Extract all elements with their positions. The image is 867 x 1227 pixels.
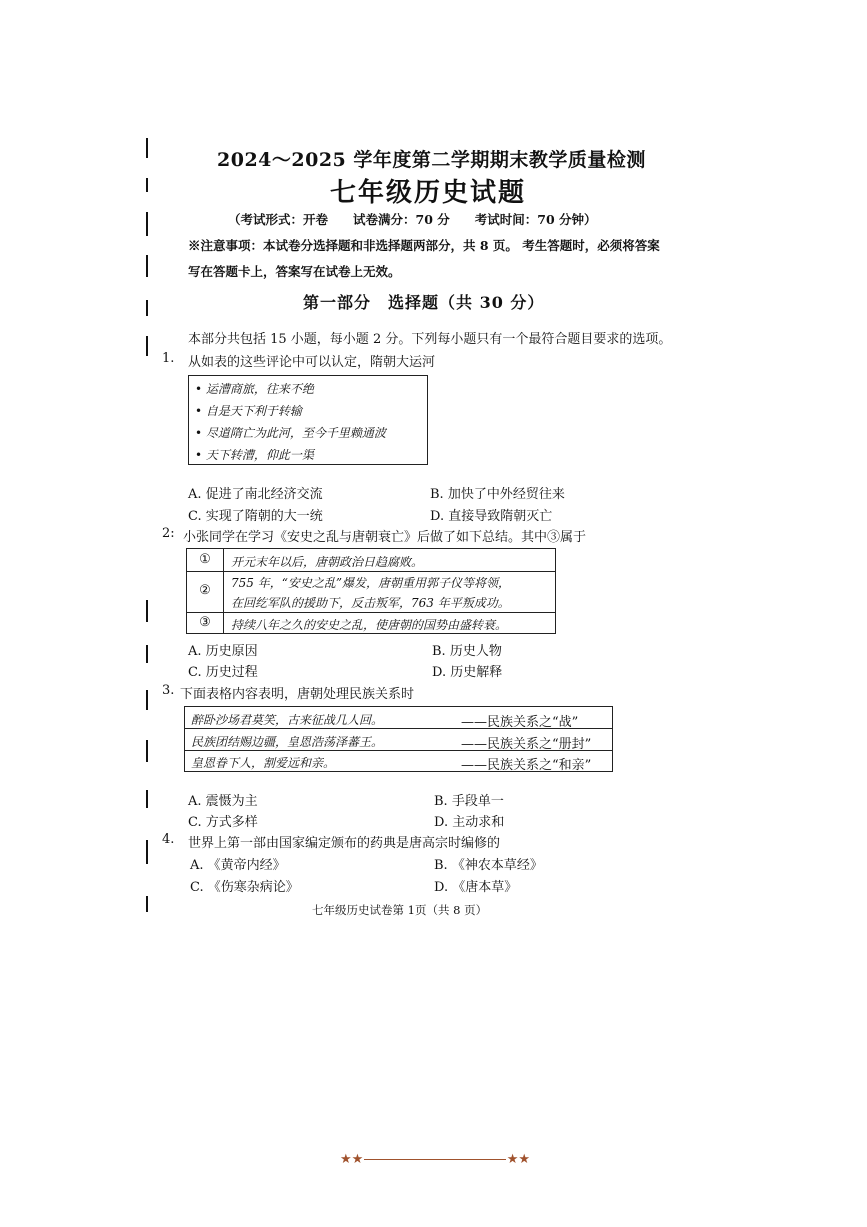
question-stem: 下面表格内容表明，唐朝处理民族关系时 <box>180 687 415 702</box>
option-b: B. 加快了中外经贸往来 <box>430 487 565 502</box>
star-icon: ★★ <box>340 1152 364 1167</box>
table-cell: 755 年，“安史之乱”爆发，唐朝重用郭子仪等将领， <box>231 576 510 590</box>
binding-mark <box>146 840 148 864</box>
binding-mark <box>146 178 148 192</box>
binding-mark <box>146 300 148 316</box>
binding-mark <box>146 600 148 622</box>
section-intro: 本部分共包括 15 小题，每小题 2 分。下列每小题只有一个最符合题目要求的选项。 <box>188 332 672 347</box>
divider-line <box>364 1159 506 1160</box>
binding-mark <box>146 740 148 762</box>
question-number: 2: <box>162 526 175 541</box>
decorative-divider <box>340 1152 530 1168</box>
table-cell: ——民族关系之“战” <box>461 715 579 730</box>
quote-line: • 天下转漕，仰此一渠 <box>195 448 314 462</box>
binding-mark <box>146 212 148 236</box>
notice-line: 写在答题卡上，答案写在试卷上无效。 <box>188 264 401 279</box>
exam-info: （考试形式：开卷 试卷满分：70 分 考试时间：70 分钟） <box>228 212 597 227</box>
option-b: B. 历史人物 <box>432 644 502 659</box>
table-cell: ——民族关系之“和亲” <box>461 758 592 773</box>
row-number: ③ <box>199 615 211 630</box>
question-stem: 世界上第一部由国家编定颁布的药典是唐高宗时编修的 <box>188 836 501 851</box>
binding-mark <box>146 790 148 808</box>
star-icon: ★★ <box>506 1152 530 1167</box>
question-number: 3. <box>162 683 175 698</box>
row-number: ① <box>199 552 211 567</box>
notice-line: ※注意事项：本试卷分选择题和非选择题两部分，共 8 页。 考生答题时，必须将答案 <box>188 238 660 253</box>
option-c: C. 《伤寒杂病论》 <box>190 880 299 895</box>
binding-mark <box>146 336 148 356</box>
summary-table <box>186 548 556 634</box>
relations-table <box>184 706 613 772</box>
option-d: D. 《唐本草》 <box>434 880 518 895</box>
binding-mark <box>146 896 148 912</box>
question-number: 1. <box>162 351 175 366</box>
quote-line: • 尽道隋亡为此河，至今千里赖通波 <box>195 426 386 440</box>
table-cell: ——民族关系之“册封” <box>461 737 592 752</box>
table-cell: 皇恩眷下人，割爱远和亲。 <box>191 756 336 770</box>
option-d: D. 历史解释 <box>432 665 503 680</box>
option-b: B. 《神农本草经》 <box>434 858 543 873</box>
option-c: C. 实现了隋朝的大一统 <box>188 509 323 524</box>
option-c: C. 历史过程 <box>188 665 258 680</box>
binding-mark <box>146 690 148 710</box>
table-cell: 在回纥军队的援助下，反击叛军，763 年平叛成功。 <box>231 596 510 610</box>
table-cell: 持续八年之久的安史之乱，使唐朝的国势由盛转衰。 <box>231 618 508 632</box>
option-a: A. 《黄帝内经》 <box>190 858 286 873</box>
subject-title: 七年级历史试题 <box>330 178 527 208</box>
option-d: D. 主动求和 <box>434 815 505 830</box>
question-stem: 小张同学在学习《安史之乱与唐朝衰亡》后做了如下总结。其中③属于 <box>183 530 587 545</box>
binding-mark <box>146 255 148 277</box>
table-cell: 醉卧沙场君莫笑，古来征战几人回。 <box>191 713 384 727</box>
section-title: 第一部分 选择题（共 30 分） <box>303 293 545 312</box>
option-b: B. 手段单一 <box>434 794 504 809</box>
quote-line: • 自是天下利于转输 <box>195 404 302 418</box>
quote-line: • 运漕商旅，往来不绝 <box>195 382 314 396</box>
option-a: A. 震慑为主 <box>188 794 258 809</box>
binding-mark <box>146 645 148 663</box>
exam-title: 2024～2025 学年度第二学期期末教学质量检测 <box>217 149 646 171</box>
option-a: A. 历史原因 <box>188 644 258 659</box>
binding-mark <box>146 138 148 158</box>
page-number-label: 七年级历史试卷第 1页（共 8 页） <box>312 903 488 917</box>
quote-box <box>188 375 428 465</box>
question-number: 4. <box>162 832 175 847</box>
row-number: ② <box>199 583 211 598</box>
option-c: C. 方式多样 <box>188 815 258 830</box>
option-a: A. 促进了南北经济交流 <box>188 487 323 502</box>
option-d: D. 直接导致隋朝灭亡 <box>430 509 553 524</box>
table-cell: 开元末年以后，唐朝政治日趋腐败。 <box>231 555 424 569</box>
question-stem: 从如表的这些评论中可以认定，隋朝大运河 <box>188 355 436 370</box>
table-cell: 民族团结赐边疆，皇恩浩荡泽蕃王。 <box>191 735 384 749</box>
